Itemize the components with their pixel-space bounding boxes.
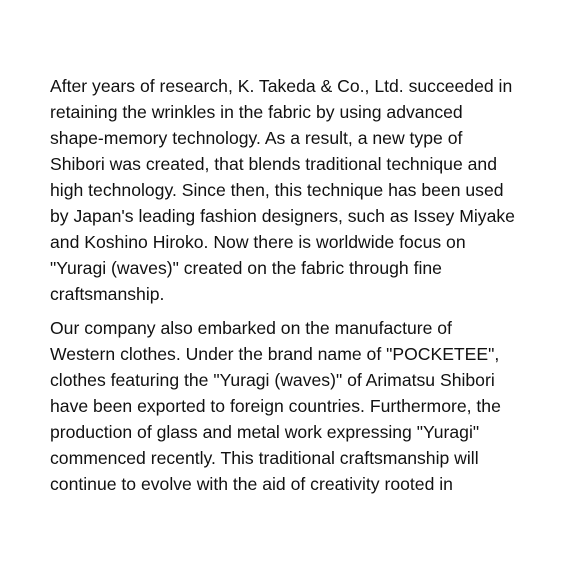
text-line: by Japan's leading fashion designers, such as Issey Miyake — [50, 206, 515, 226]
text-line: craftsmanship. — [50, 284, 165, 304]
text-line: have been exported to foreign countries. Furthermore, the — [50, 396, 501, 416]
article-text — [50, 73, 550, 505]
text-line: Our company also embarked on the manufacture of — [50, 318, 452, 338]
text-line: Western clothes. Under the brand name of "POCKETEE", — [50, 344, 500, 364]
paragraph-2 — [50, 315, 550, 497]
text-line: retaining the wrinkles in the fabric by using advanced — [50, 102, 463, 122]
text-line: "Yuragi (waves)" created on the fabric through fine — [50, 258, 442, 278]
text-line: After years of research, K. Takeda & Co., Ltd. succeeded in — [50, 76, 513, 96]
text-line: and Koshino Hiroko. Now there is worldwide focus on — [50, 232, 466, 252]
text-line: high technology. Since then, this technique has been used — [50, 180, 504, 200]
text-line: production of glass and metal work expressing "Yuragi" — [50, 422, 480, 442]
text-line: Shibori was created, that blends traditional technique and — [50, 154, 497, 174]
text-line: shape-memory technology. As a result, a new type of — [50, 128, 463, 148]
text-line: continue to evolve with the aid of creativity rooted in — [50, 474, 453, 494]
text-line: clothes featuring the "Yuragi (waves)" of Arimatsu Shibori — [50, 370, 495, 390]
text-line: commenced recently. This traditional craftsmanship will — [50, 448, 479, 468]
paragraph-1 — [50, 73, 550, 307]
